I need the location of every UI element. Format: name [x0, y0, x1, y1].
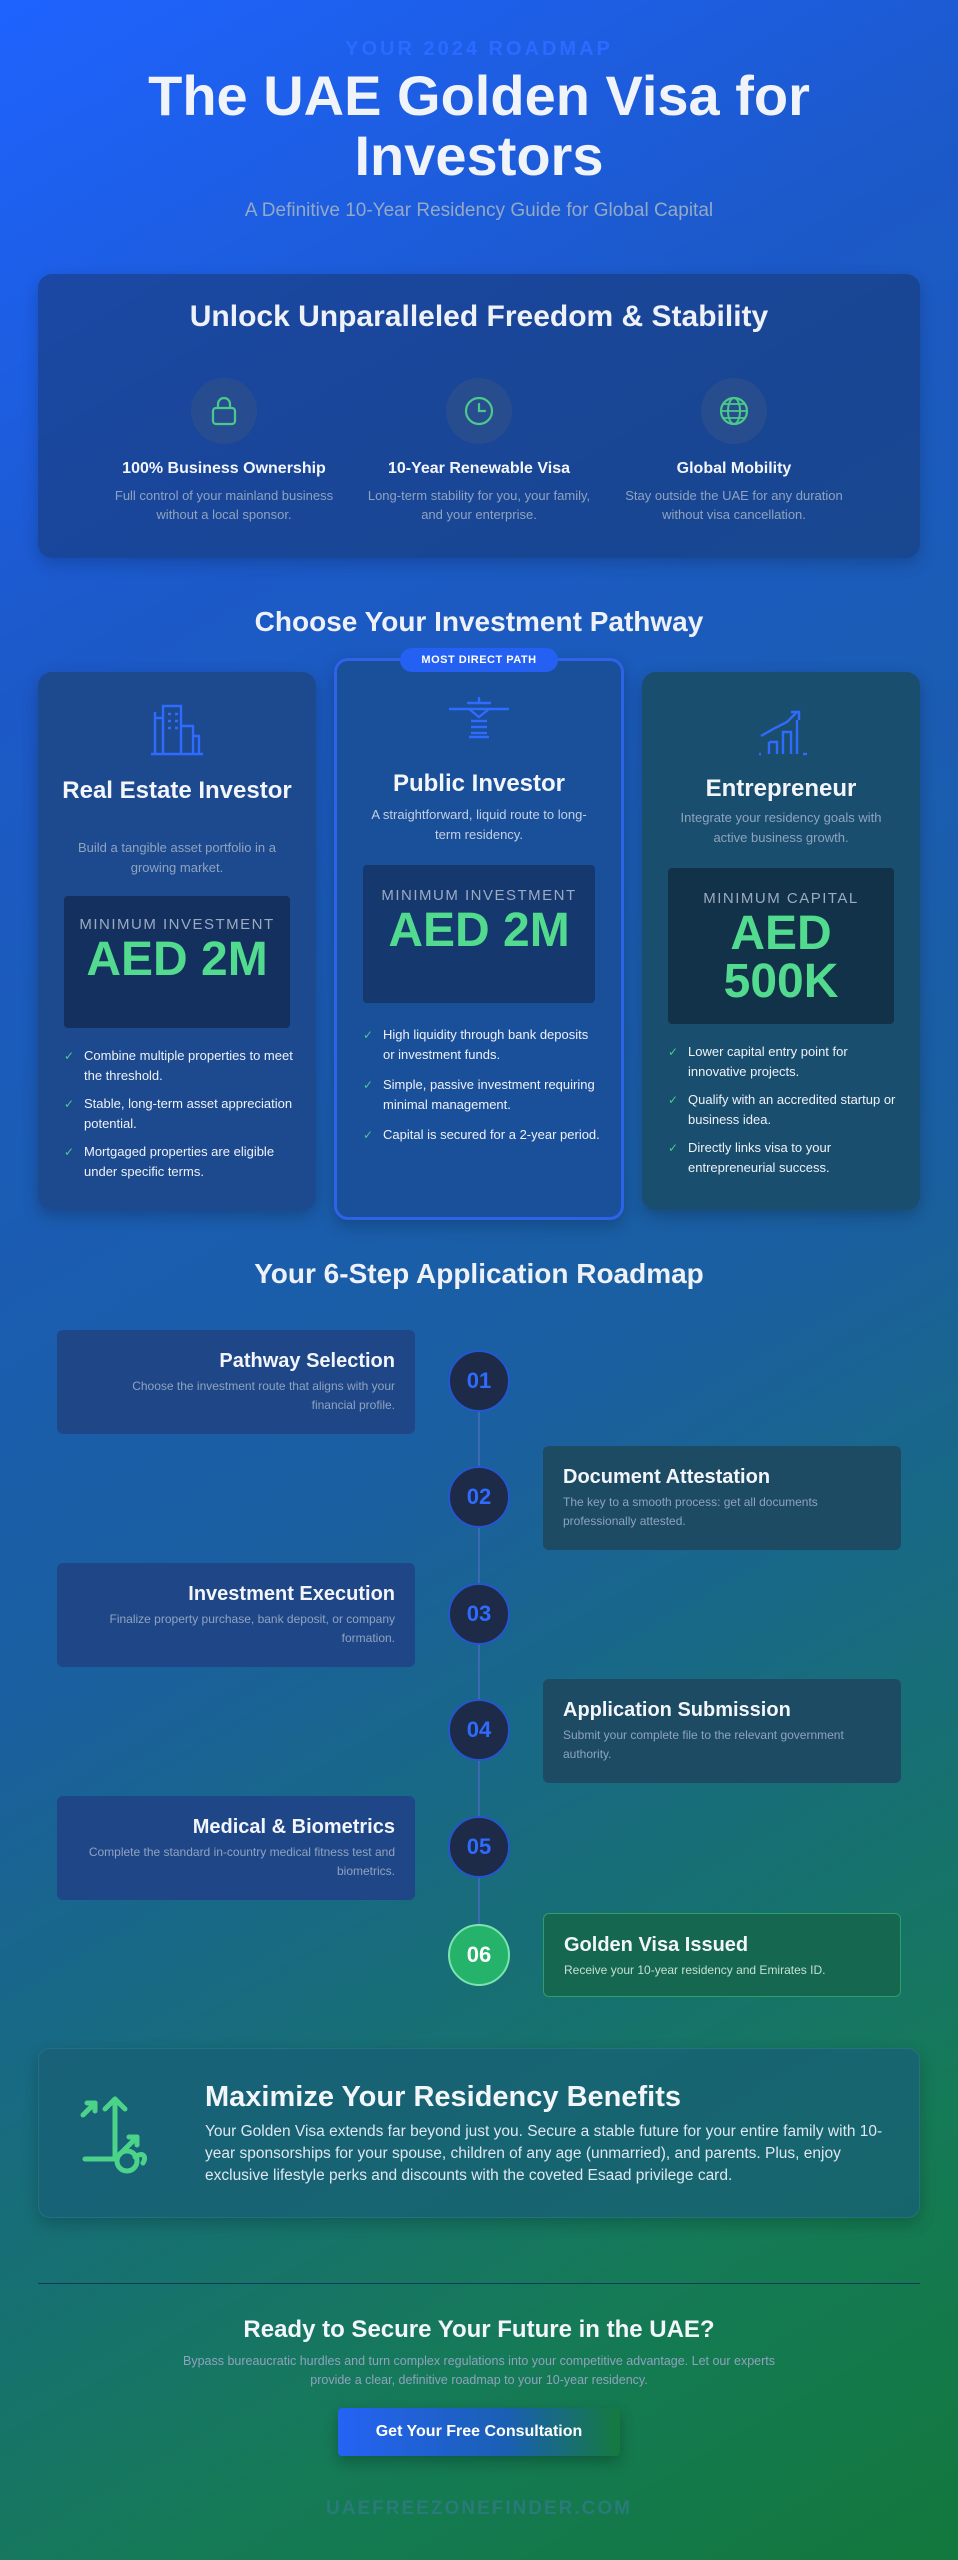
- benefit-list: [363, 1025, 601, 1153]
- benefit-text: Directly links visa to your entrepreneurial success.: [688, 1140, 832, 1175]
- benefit-text: Qualify with an accredited startup or business idea.: [688, 1092, 896, 1127]
- check-icon: ✓: [668, 1093, 679, 1107]
- minimum-value: AED 2M: [388, 904, 570, 957]
- check-icon: ✓: [64, 1097, 75, 1111]
- minimum-label: MINIMUM CAPITAL: [703, 890, 859, 907]
- pathway-title: Choose Your Investment Pathway: [254, 606, 704, 637]
- benefit-text: Combine multiple properties to meet the threshold.: [84, 1048, 293, 1083]
- step-number-1: 01: [448, 1350, 510, 1412]
- bank-icon: [337, 695, 621, 739]
- divider: [38, 2283, 920, 2284]
- feature-desc: Full control of your mainland business without a local sponsor.: [114, 488, 334, 522]
- roadmap-step-1: [57, 1330, 415, 1434]
- roadmap-step-3: [57, 1563, 415, 1667]
- minimum-label: MINIMUM INVESTMENT: [381, 887, 577, 904]
- roadmap-step-2: [543, 1446, 901, 1550]
- globe-icon: [701, 378, 767, 444]
- benefits-section: [38, 2048, 920, 2218]
- step-desc: Submit your complete file to the relevant government authority.: [563, 1728, 844, 1761]
- benefit-text: High liquidity through bank deposits or investment funds.: [383, 1027, 589, 1062]
- list-item: [64, 1094, 296, 1134]
- card-title: Public Investor: [392, 770, 566, 797]
- free-consultation-button[interactable]: Get Your Free Consultation: [338, 2408, 620, 2456]
- step-desc: Choose the investment route that aligns with your financial profile.: [132, 1379, 395, 1412]
- step-desc: Complete the standard in-country medical fitness test and biometrics.: [88, 1845, 395, 1878]
- step-number-4: 04: [448, 1699, 510, 1761]
- list-item: [668, 1138, 900, 1178]
- feature-mobility: [594, 378, 874, 524]
- check-icon: ✓: [668, 1141, 679, 1155]
- minimum-investment-box: [64, 896, 290, 1028]
- feature-visa: [339, 378, 619, 524]
- page-subtitle: A Definitive 10-Year Residency Guide for Global Capital: [244, 200, 714, 221]
- growth-chart-icon: [642, 706, 920, 756]
- pathway-card-public-investor: [334, 658, 624, 1220]
- roadmap-step-4: [543, 1679, 901, 1783]
- card-desc: A straightforward, liquid route to long-term residency.: [371, 807, 587, 842]
- card-desc: Integrate your residency goals with active business growth.: [680, 810, 882, 845]
- feature-title: 10-Year Renewable Visa: [387, 460, 571, 477]
- step-number-5: 05: [448, 1816, 510, 1878]
- feature-title: 100% Business Ownership: [122, 460, 326, 477]
- feature-ownership: [84, 378, 364, 524]
- minimum-label: MINIMUM INVESTMENT: [79, 916, 275, 933]
- building-icon: [38, 702, 316, 756]
- benefit-text: Simple, passive investment requiring minimal management.: [383, 1077, 595, 1112]
- footer-brand: UAEFREEZONEFINDER.COM: [326, 2498, 632, 2519]
- freedom-title: Unlock Unparalleled Freedom & Stability: [189, 300, 769, 333]
- benefit-text: Lower capital entry point for innovative projects.: [688, 1044, 848, 1079]
- step-number-3: 03: [448, 1583, 510, 1645]
- pathway-card-real-estate: [38, 672, 316, 1210]
- benefits-title: Maximize Your Residency Benefits: [205, 2081, 681, 2113]
- minimum-value: AED 2M: [86, 933, 268, 986]
- list-item: [363, 1025, 601, 1065]
- roadmap-title: Your 6-Step Application Roadmap: [254, 1258, 704, 1289]
- step-number-2: 02: [448, 1466, 510, 1528]
- minimum-value: AED 500K: [723, 907, 839, 1008]
- feature-desc: Long-term stability for you, your family, and your enterprise.: [367, 488, 591, 522]
- step-title: Golden Visa Issued: [564, 1934, 749, 1956]
- roadmap-step-5: [57, 1796, 415, 1900]
- benefit-text: Mortgaged properties are eligible under specific terms.: [84, 1144, 275, 1179]
- family-arrows-icon: [77, 2091, 167, 2182]
- minimum-capital-box: [668, 868, 894, 1024]
- list-item: [668, 1042, 900, 1082]
- step-title: Medical & Biometrics: [192, 1816, 395, 1838]
- cta-title: Ready to Secure Your Future in the UAE?: [243, 2316, 715, 2343]
- list-item: [64, 1046, 296, 1086]
- page-title: The UAE Golden Visa for Investors: [148, 64, 810, 187]
- step-title: Investment Execution: [188, 1583, 395, 1605]
- card-title: Entrepreneur: [705, 775, 857, 802]
- step-desc: Receive your 10-year residency and Emirates ID.: [564, 1963, 826, 1977]
- clock-icon: [446, 378, 512, 444]
- step-desc: The key to a smooth process: get all documents professionally attested.: [563, 1495, 818, 1528]
- benefits-text: Your Golden Visa extends far beyond just you. Secure a stable future for your entire family with 10-year sponsorships for your spouse, children of any age (unmarried), and parents. Plus, enjoy exclusive lifestyle perks and discounts with the coveted Esaad privilege card.: [205, 2123, 883, 2184]
- roadmap-step-6: [543, 1913, 901, 1997]
- feature-title: Global Mobility: [676, 460, 792, 477]
- step-desc: Finalize property purchase, bank deposit, or company formation.: [109, 1612, 395, 1645]
- step-title: Pathway Selection: [219, 1350, 395, 1372]
- check-icon: ✓: [64, 1049, 75, 1063]
- benefit-list: [668, 1042, 900, 1186]
- step-title: Application Submission: [563, 1699, 791, 1721]
- list-item: [668, 1090, 900, 1130]
- eyebrow: YOUR 2024 ROADMAP: [345, 38, 613, 60]
- lock-icon: [191, 378, 257, 444]
- step-title: Document Attestation: [563, 1466, 771, 1488]
- freedom-section: [38, 274, 920, 558]
- benefit-list: [64, 1046, 296, 1190]
- list-item: [64, 1142, 296, 1182]
- check-icon: ✓: [363, 1078, 374, 1092]
- check-icon: ✓: [668, 1045, 679, 1059]
- benefit-text: Stable, long-term asset appreciation potential.: [84, 1096, 293, 1131]
- minimum-investment-box: [363, 865, 595, 1003]
- list-item: [363, 1125, 601, 1145]
- benefit-text: Capital is secured for a 2-year period.: [383, 1127, 600, 1142]
- check-icon: ✓: [363, 1028, 374, 1042]
- step-number-6: 06: [448, 1924, 510, 1986]
- card-desc: Build a tangible asset portfolio in a growing market.: [77, 840, 276, 875]
- card-title: Real Estate Investor: [62, 777, 292, 804]
- list-item: [363, 1075, 601, 1115]
- cta-desc: Bypass bureaucratic hurdles and turn complex regulations into your competitive advantage. Let our experts provide a clear, definitive roadmap to your 10-year residency.: [183, 2354, 775, 2387]
- feature-desc: Stay outside the UAE for any duration without visa cancellation.: [625, 488, 843, 522]
- most-direct-path-badge: MOST DIRECT PATH: [400, 648, 558, 672]
- check-icon: ✓: [64, 1145, 75, 1159]
- pathway-card-entrepreneur: [642, 672, 920, 1210]
- check-icon: ✓: [363, 1128, 374, 1142]
